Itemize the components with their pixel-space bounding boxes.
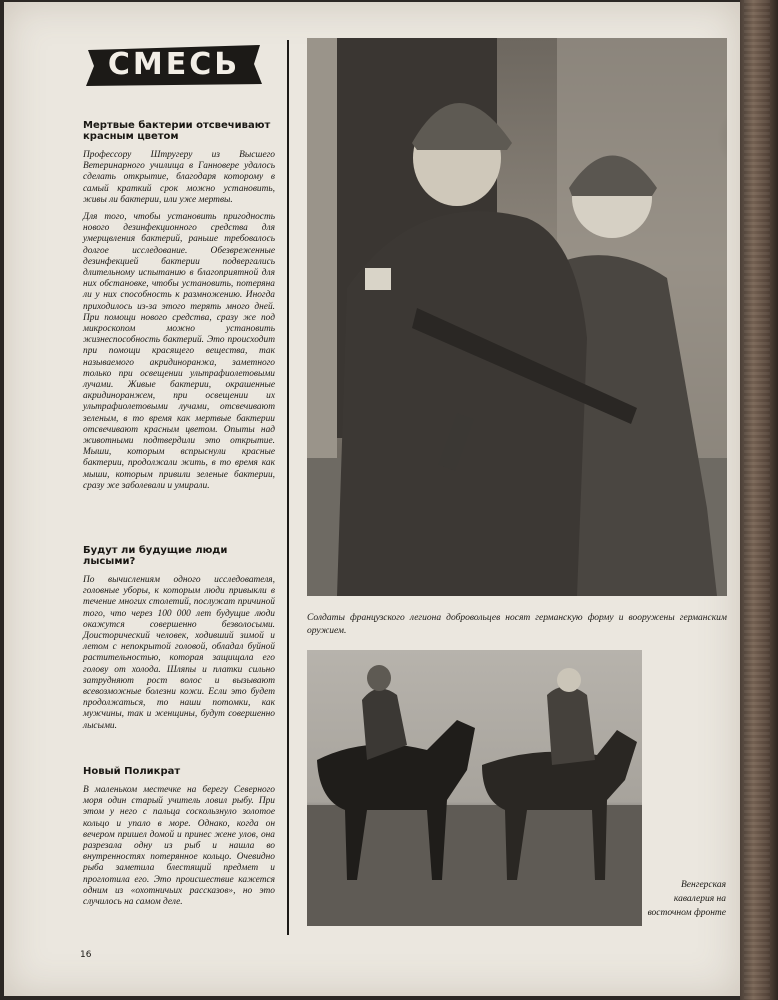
article-heading: Будут ли будущие люди лысыми?	[83, 545, 228, 567]
article-paragraph: По вычислениям одного исследователя, головные уборы, к которым люди привыкли в течение многих столетий, послужат причиной того, что через 100 000 лет будущие люди окажутся совершенно безволосыми. Доисторический человек, ходивший зимой и летом с непокрытой головой, обладал буйной растительностью, которая защищала его голову от холода. Шляпы и платки сильно затрудняют рост волос и вызывают всевозможные болезни кожи. Если это будет продолжаться, то наши потомки, как мужчины, так и женщины, будут совершенно лысыми.	[83, 575, 275, 731]
article-heading: Мертвые бактерии отсвечивают красным цветом	[83, 120, 271, 142]
article-paragraph: Для того, чтобы установить пригодность нового дезинфекционного средства для умерщвления бактерий, раньше требовалось долгое исследование. Обезвреженные дезинфекцией бактерии подвергались длительному испытанию в благоприятной для них обстановке, чтобы установить, потеряна ли у них способность к размножению. Иногда приходилось из-за этого терять много дней. При помощи нового средства, сразу же под микроскопом можно установить жизнеспособность бактерий. Это происходит при помощи красящего вещества, так называемого акридиноранжа, заметного только при освещении ультрафиолетовыми лучами. Живые бактерии, окрашенные акридиноранжем, при освещении их ультрафиолетовыми лучами, отсвечивают зеленым, в то время как мертвые бактерии отсвечивают красным цветом. Опыты над животными подтвердили это открытие. Мыши, которым вспрыснули красные бактерии, продолжали жить, в то время как мыши, которым привили зеленые бактерии, сразу же заболевали и умирали.	[83, 212, 275, 491]
photo-caption-soldiers: Солдаты французского легиона добровольцев носят германскую форму и вооружены германским оружием.	[307, 613, 727, 636]
article-bacteria	[83, 120, 275, 498]
article-polycrates	[83, 766, 275, 914]
page-number: 16	[80, 950, 92, 960]
section-title: СМЕСЬ	[107, 47, 241, 82]
photo-caption-cavalry: Венгерская кавалерия на восточном фронте	[647, 880, 726, 918]
cavalry-illustration	[307, 650, 642, 926]
column-divider	[287, 40, 289, 935]
photo-soldiers	[307, 38, 727, 596]
article-paragraph: В маленьком местечке на берегу Северного моря один старый учитель ловил рыбу. При этом у него с пальца соскользнуло золотое кольцо и упало в море. Однако, когда он вечером пришел домой и принес жене улов, она разрезала одну из рыб и нашла во внутренностях потерянное кольцо. Очевидно рыба заметила блестящий предмет и проглотила его. Это происшествие кажется одним из «охотничьих рассказов», но это случилось на самом деле.	[83, 785, 275, 908]
article-heading: Новый Поликрат	[83, 766, 181, 777]
soldiers-illustration	[307, 38, 727, 596]
article-baldness	[83, 545, 275, 738]
photo-cavalry	[307, 650, 642, 926]
section-banner	[84, 42, 264, 88]
spine-texture	[744, 0, 770, 1000]
article-paragraph: Профессору Штругеру из Высшего Ветеринарного училища в Ганновере удалось сделать открытие, благодаря которому в самый краткий срок можно установить, живы ли бактерии, или уже мертвы.	[83, 150, 275, 205]
